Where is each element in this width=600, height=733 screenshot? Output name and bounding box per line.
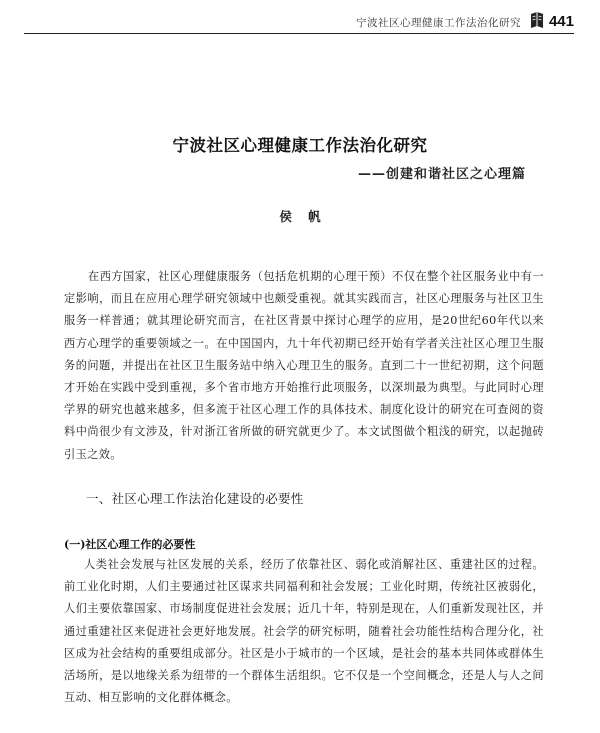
article-title: 宁波社区心理健康工作法治化研究 — [172, 136, 428, 155]
running-title: 宁波社区心理健康工作法治化研究 — [355, 17, 521, 29]
body-paragraph: 人类社会发展与社区发展的关系，经历了依靠社区、弱化或消解社区、重建社区的过程。前工业化时期，人们主要通过社区谋求共同福利和社会发展；工业化时期，传统社区被弱化，人们主要依靠国家、市场制度促进社会发展；近几十年，特别是现在，人们重新发现社区，并通过重建社区来促进社会更好地发展。社会学的研究标明，随着社会功能性结构合理分化，社区成为社会结构的重要组成部分。社区是小于城市的一个区域，是社会的基本共同体或群体生活场所，是以地缘关系为纽带的一个群体生活组织。它不仅是一个空间概念，还是人与人之间互动、相互影响的文化群体概念。 — [64, 558, 544, 705]
section-heading: 一、社区心理工作法治化建设的必要性 — [86, 491, 304, 506]
running-header — [24, 10, 574, 34]
page-number: 441 — [548, 13, 574, 30]
intro-paragraph: 在西方国家，社区心理健康服务（包括危机期的心理干预）不仅在整个社区服务业中有一定影响，而且在应用心理学研究领域中也颇受重视。就其实践而言，社区心理服务与社区卫生服务一样普通；就其理论研究而言，在社区背景中探讨心理学的应用，是20世纪60年代以来西方心理学的重要领域之一。在中国国内，九十年代初期已经开始有学者关注社区心理卫生服务的问题，并提出在社区卫生服务站中纳入心理卫生的服务。直到二十一世纪初期，这个问题才开始在实践中受到重视，多个省市地方开始推行此项服务，以深圳最为典型。与此同时心理学界的研究也越来越多，但多流于社区心理工作的具体技术、制度化设计的研究在可查阅的资料中尚很少有文涉及，针对浙江省所做的研究就更少了。本文试图做个粗浅的研究，以起抛砖引玉之效。 — [64, 270, 544, 461]
book-icon — [529, 11, 545, 30]
article-subtitle: ——创建和谐社区之心理篇 — [357, 167, 526, 182]
author-name: 侯 帆 — [279, 209, 321, 224]
subsection-heading: (一)社区心理工作的必要性 — [64, 538, 196, 551]
